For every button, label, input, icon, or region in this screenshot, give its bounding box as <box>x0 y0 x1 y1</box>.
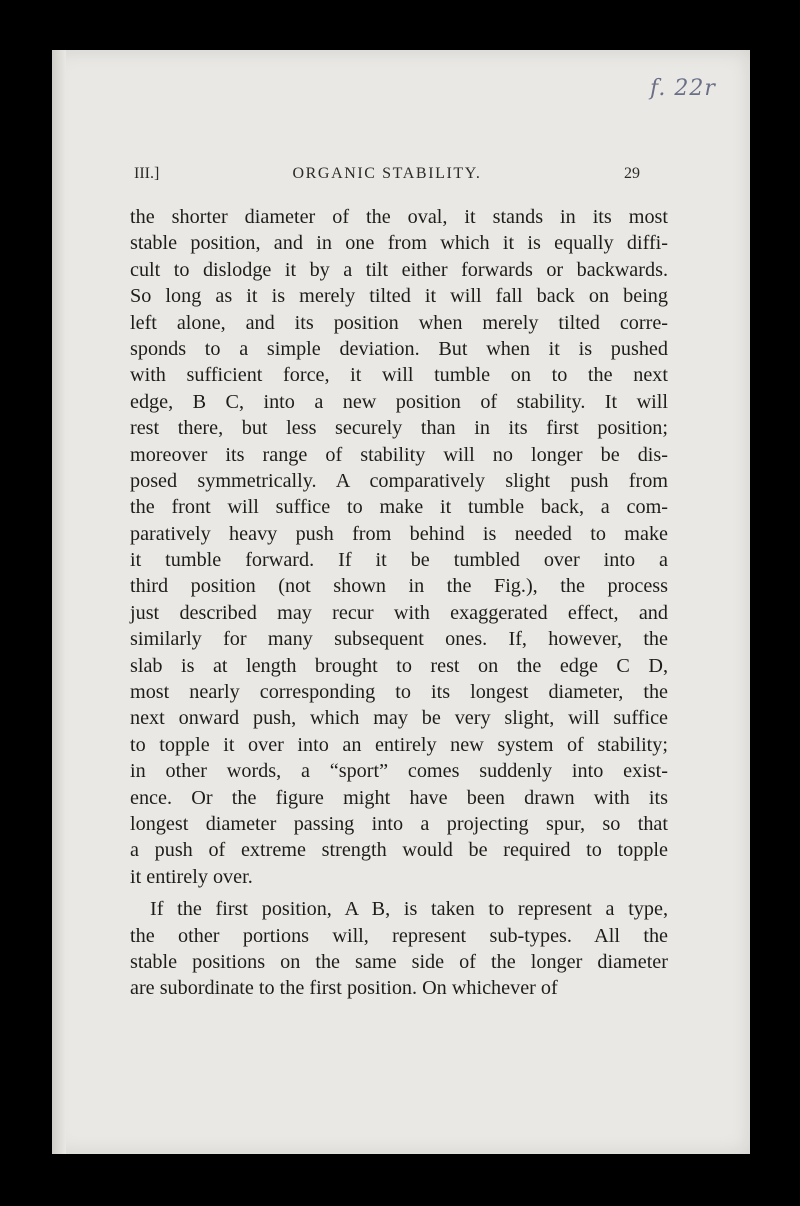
text-line: If the first position, A B, is taken to represent a type, <box>150 898 668 921</box>
text-line: a push of extreme strength would be required to topple <box>130 839 668 862</box>
text-line: posed symmetrically. A comparatively slight push from <box>130 469 668 492</box>
text-line: stable positions on the same side of the longer diameter <box>130 950 668 973</box>
body-text <box>130 204 668 1002</box>
text-line: just described may recur with exaggerated effect, and <box>130 601 668 624</box>
chapter-number: III.] <box>134 165 160 182</box>
text-line: third position (not shown in the Fig.), the process <box>130 575 668 598</box>
text-line: left alone, and its position when merely tilted corre- <box>130 311 668 334</box>
page-number: 29 <box>624 165 640 182</box>
handwritten-folio-mark: f. 22r <box>650 76 716 101</box>
text-line: to topple it over into an entirely new system of stability; <box>130 733 668 756</box>
text-line: cult to dislodge it by a tilt either forwards or backwards. <box>130 258 668 281</box>
text-line: moreover its range of stability will no longer be dis- <box>130 443 668 466</box>
running-head <box>134 165 640 187</box>
text-line: edge, B C, into a new position of stability. It will <box>130 390 668 413</box>
text-line: are subordinate to the first position. On whichever of <box>130 977 558 1000</box>
text-line: with sufficient force, it will tumble on to the next <box>130 364 668 387</box>
paragraph <box>130 204 668 890</box>
text-line: it tumble forward. If it be tumbled over into a <box>130 549 668 572</box>
running-title: ORGANIC STABILITY. <box>292 165 482 182</box>
text-line: next onward push, which may be very slight, will suffice <box>130 707 668 730</box>
text-line: longest diameter passing into a projecting spur, so that <box>130 812 668 835</box>
text-line: the shorter diameter of the oval, it stands in its most <box>130 206 668 228</box>
text-line: paratively heavy push from behind is needed to make <box>130 522 668 545</box>
text-line: similarly for many subsequent ones. If, however, the <box>130 628 668 651</box>
book-page <box>52 50 750 1154</box>
text-line: slab is at length brought to rest on the edge C D, <box>130 654 668 677</box>
text-line: it entirely over. <box>130 865 253 888</box>
text-line: most nearly corresponding to its longest diameter, the <box>130 681 668 704</box>
paragraph <box>130 896 668 1002</box>
text-line: the other portions will, represent sub-types. All the <box>130 924 668 947</box>
text-line: rest there, but less securely than in its first position; <box>130 417 668 440</box>
text-line: ence. Or the figure might have been drawn with its <box>130 786 668 809</box>
text-line: sponds to a simple deviation. But when it is pushed <box>130 337 668 360</box>
text-line: So long as it is merely tilted it will fall back on being <box>130 285 668 308</box>
text-line: stable position, and in one from which it is equally diffi- <box>130 232 668 255</box>
text-line: in other words, a “sport” comes suddenly into exist- <box>130 760 668 783</box>
page-edge-shadow <box>52 50 66 1154</box>
text-line: the front will suffice to make it tumble back, a com- <box>130 496 668 519</box>
